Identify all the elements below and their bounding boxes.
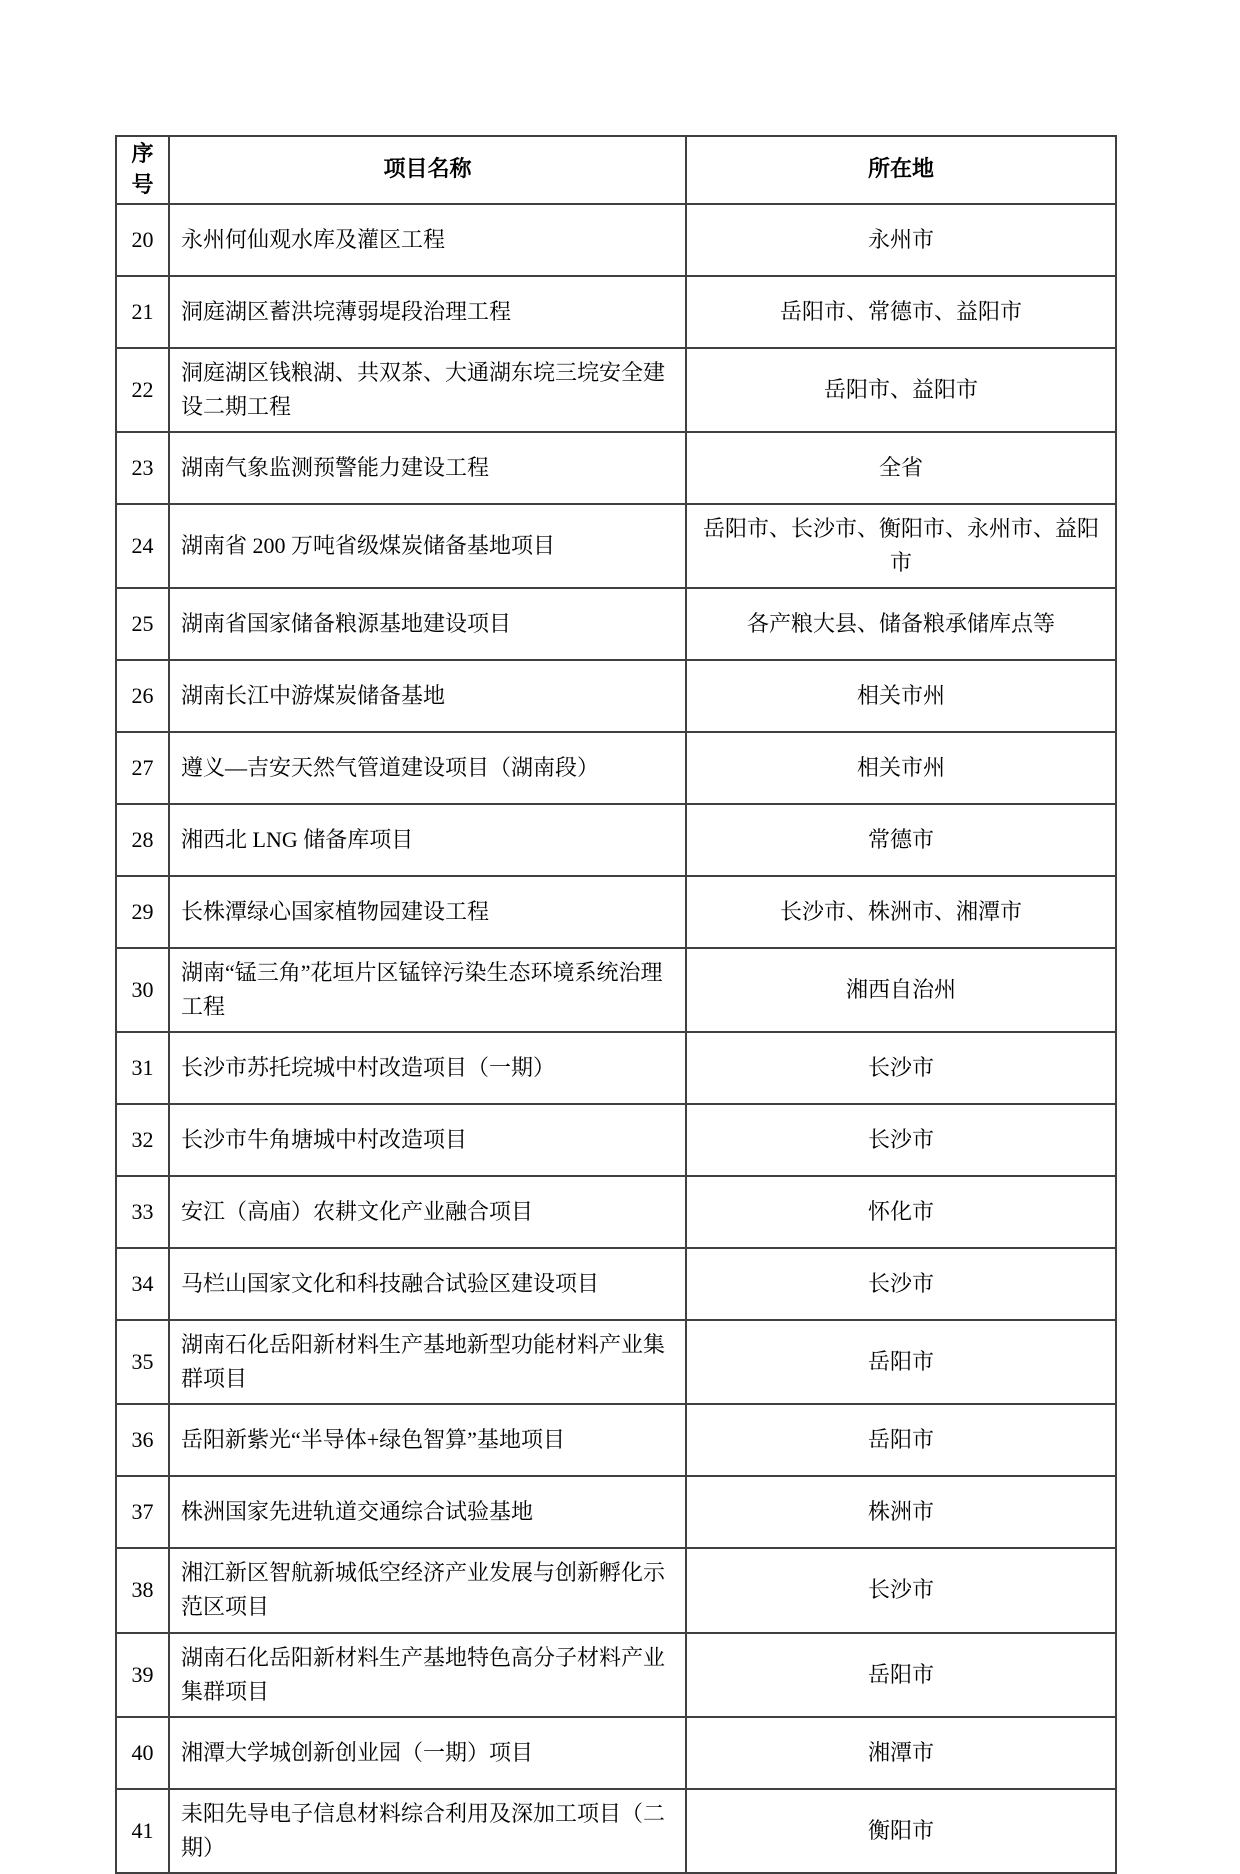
table-row [116,1248,1116,1320]
location-cell: 湘潭市 [686,1717,1116,1789]
row-number-cell: 36 [116,1404,169,1476]
table-row [116,276,1116,348]
row-number-cell: 34 [116,1248,169,1320]
location-cell: 岳阳市 [686,1633,1116,1717]
header-no: 序号 [116,136,169,204]
row-number-cell: 37 [116,1476,169,1548]
project-name-cell: 湖南石化岳阳新材料生产基地特色高分子材料产业集群项目 [169,1633,686,1717]
project-name-cell: 洞庭湖区钱粮湖、共双茶、大通湖东垸三垸安全建设二期工程 [169,348,686,432]
location-cell: 长沙市 [686,1104,1116,1176]
project-name-cell: 湖南长江中游煤炭储备基地 [169,660,686,732]
row-number-cell: 38 [116,1548,169,1632]
location-cell: 岳阳市 [686,1404,1116,1476]
location-cell: 全省 [686,432,1116,504]
location-cell: 常德市 [686,804,1116,876]
location-cell: 相关市州 [686,732,1116,804]
header-project-name: 项目名称 [169,136,686,204]
row-number-cell: 30 [116,948,169,1032]
row-number-cell: 28 [116,804,169,876]
table-row [116,348,1116,432]
header-location: 所在地 [686,136,1116,204]
project-name-cell: 湖南“锰三角”花垣片区锰锌污染生态环境系统治理工程 [169,948,686,1032]
table-row [116,1476,1116,1548]
location-cell: 岳阳市 [686,1320,1116,1404]
table-row [116,204,1116,276]
project-name-cell: 长沙市牛角塘城中村改造项目 [169,1104,686,1176]
row-number-cell: 33 [116,1176,169,1248]
location-cell: 衡阳市 [686,1789,1116,1873]
header-row [116,136,1116,204]
project-name-cell: 湖南气象监测预警能力建设工程 [169,432,686,504]
row-number-cell: 27 [116,732,169,804]
location-cell: 长沙市 [686,1248,1116,1320]
table-row [116,1633,1116,1717]
table-row [116,1320,1116,1404]
table-row [116,804,1116,876]
row-number-cell: 31 [116,1032,169,1104]
row-number-cell: 35 [116,1320,169,1404]
table-row [116,1104,1116,1176]
row-number-cell: 20 [116,204,169,276]
row-number-cell: 24 [116,504,169,588]
project-name-cell: 湘西北 LNG 储备库项目 [169,804,686,876]
project-name-cell: 湖南省国家储备粮源基地建设项目 [169,588,686,660]
row-number-cell: 40 [116,1717,169,1789]
row-number-cell: 32 [116,1104,169,1176]
row-number-cell: 23 [116,432,169,504]
location-cell: 各产粮大县、储备粮承储库点等 [686,588,1116,660]
project-name-cell: 永州何仙观水库及灌区工程 [169,204,686,276]
table-body [116,204,1116,1873]
location-cell: 相关市州 [686,660,1116,732]
project-name-cell: 岳阳新紫光“半导体+绿色智算”基地项目 [169,1404,686,1476]
project-name-cell: 湘潭大学城创新创业园（一期）项目 [169,1717,686,1789]
project-name-cell: 株洲国家先进轨道交通综合试验基地 [169,1476,686,1548]
table-header [116,136,1116,204]
table-row [116,876,1116,948]
table-row [116,1176,1116,1248]
table-row [116,1717,1116,1789]
row-number-cell: 39 [116,1633,169,1717]
project-name-cell: 耒阳先导电子信息材料综合利用及深加工项目（二期） [169,1789,686,1873]
table-row [116,948,1116,1032]
project-table [115,135,1117,1874]
location-cell: 怀化市 [686,1176,1116,1248]
table-row [116,1404,1116,1476]
table-row [116,732,1116,804]
row-number-cell: 41 [116,1789,169,1873]
project-name-cell: 湖南石化岳阳新材料生产基地新型功能材料产业集群项目 [169,1320,686,1404]
project-name-cell: 湖南省 200 万吨省级煤炭储备基地项目 [169,504,686,588]
project-name-cell: 遵义—吉安天然气管道建设项目（湖南段） [169,732,686,804]
location-cell: 长沙市 [686,1548,1116,1632]
project-name-cell: 安江（高庙）农耕文化产业融合项目 [169,1176,686,1248]
location-cell: 湘西自治州 [686,948,1116,1032]
table-row [116,504,1116,588]
project-name-cell: 湘江新区智航新城低空经济产业发展与创新孵化示范区项目 [169,1548,686,1632]
row-number-cell: 22 [116,348,169,432]
project-name-cell: 马栏山国家文化和科技融合试验区建设项目 [169,1248,686,1320]
location-cell: 岳阳市、益阳市 [686,348,1116,432]
table-row [116,588,1116,660]
location-cell: 长沙市 [686,1032,1116,1104]
table-row [116,660,1116,732]
location-cell: 岳阳市、常德市、益阳市 [686,276,1116,348]
row-number-cell: 29 [116,876,169,948]
table-row [116,1548,1116,1632]
location-cell: 株洲市 [686,1476,1116,1548]
project-name-cell: 长株潭绿心国家植物园建设工程 [169,876,686,948]
row-number-cell: 25 [116,588,169,660]
project-name-cell: 长沙市苏托垸城中村改造项目（一期） [169,1032,686,1104]
table-row [116,1789,1116,1873]
location-cell: 长沙市、株洲市、湘潭市 [686,876,1116,948]
location-cell: 岳阳市、长沙市、衡阳市、永州市、益阳市 [686,504,1116,588]
project-name-cell: 洞庭湖区蓄洪垸薄弱堤段治理工程 [169,276,686,348]
row-number-cell: 21 [116,276,169,348]
location-cell: 永州市 [686,204,1116,276]
table-row [116,432,1116,504]
table-row [116,1032,1116,1104]
row-number-cell: 26 [116,660,169,732]
